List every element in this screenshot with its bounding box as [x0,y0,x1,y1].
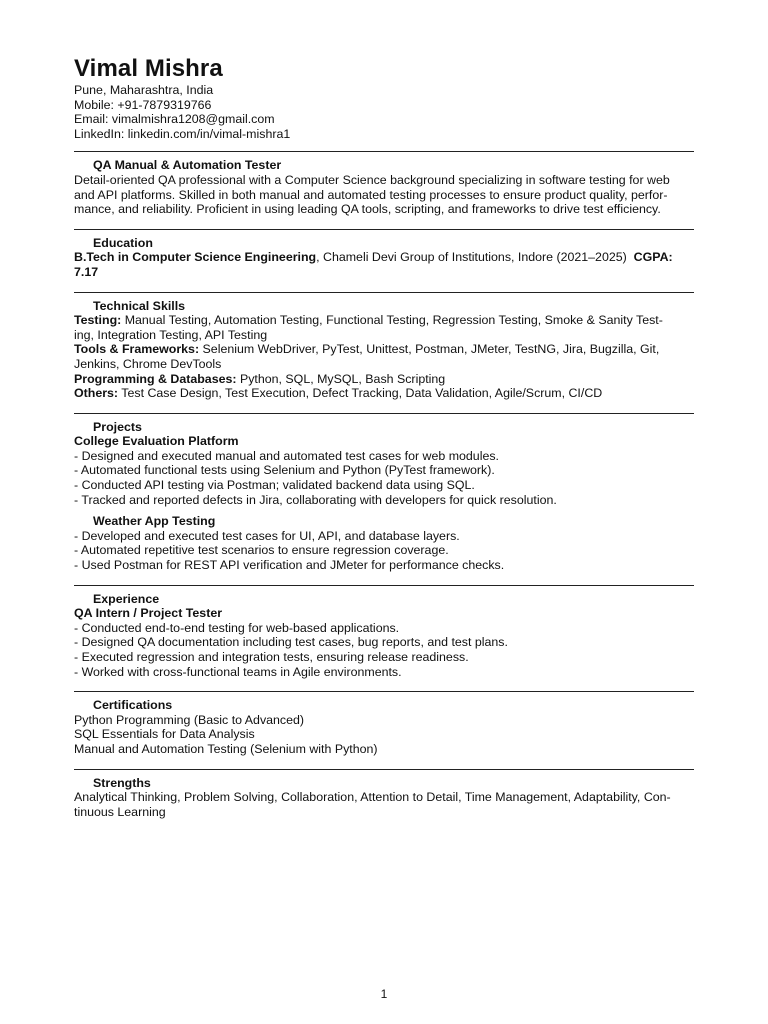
summary-line: and API platforms. Skilled in both manual and automated testing processes to ensure product quality, perfor- [74,187,668,202]
project-bullet: - Conducted API testing via Postman; validated backend data using SQL. [74,478,475,493]
summary-line: Detail-oriented QA professional with a Computer Science background specializing in software testing for web [74,172,670,187]
experience-heading: Experience [93,591,160,606]
page-number: 1 [380,987,388,1001]
strengths-line: tinuous Learning [74,804,166,819]
location-text: Pune, Maharashtra, India [74,83,214,97]
skills-others-line [74,386,694,401]
mobile-text: Mobile: +91-7879319766 [74,97,212,112]
tools-value: Selenium WebDriver, PyTest, Unittest, Postman, JMeter, TestNG, Jira, Bugzilla, Git, [199,342,660,357]
linkedin-text: LinkedIn: linkedin.com/in/vimal-mishra1 [74,126,291,141]
project-bullet: - Tracked and reported defects in Jira, collaborating with developers for quick resolution. [74,492,557,507]
experience-bullet: - Designed QA documentation including test cases, bug reports, and test plans. [74,635,508,650]
certifications-heading: Certifications [93,698,173,713]
skills-section [74,292,694,401]
testing-label: Testing: [74,313,122,328]
certifications-section [74,691,694,756]
tools-label: Tools & Frameworks: [74,342,200,357]
project-bullet: - Automated functional tests using Selenium and Python (PyTest framework). [74,463,495,478]
testing-value: Manual Testing, Automation Testing, Functional Testing, Regression Testing, Smoke & Sanity Test- [121,313,663,328]
skills-heading: Technical Skills [93,298,186,313]
certification-item: Manual and Automation Testing (Selenium with Python) [74,741,378,756]
project-bullet: - Used Postman for REST API verification and JMeter for performance checks. [74,558,505,573]
education-entry [74,250,694,279]
skills-testing-line [74,313,694,328]
experience-section [74,585,694,680]
certification-item: SQL Essentials for Data Analysis [74,727,255,742]
others-value: Test Case Design, Test Execution, Defect Tracking, Data Validation, Agile/Scrum, CI/CD [118,386,603,401]
education-heading: Education [93,235,153,250]
others-label: Others: [74,386,119,401]
project-title: Weather App Testing [93,514,216,529]
summary-section [74,151,694,216]
skills-testing-line-cont: ing, Integration Testing, API Testing [74,327,268,342]
email-text: Email: vimalmishra1208@gmail.com [74,112,275,127]
strengths-heading: Strengths [93,775,151,790]
experience-bullet: - Executed regression and integration tests, ensuring release readiness. [74,650,469,664]
experience-bullet: - Conducted end-to-end testing for web-based applications. [74,620,400,635]
skills-programming-line [74,372,694,387]
certification-item: Python Programming (Basic to Advanced) [74,712,305,727]
programming-value: Python, SQL, MySQL, Bash Scripting [236,371,446,386]
programming-label: Programming & Databases: [74,371,237,386]
degree-text: B.Tech in Computer Science Engineering [74,250,317,265]
project-bullet: - Developed and executed test cases for UI, API, and database layers. [74,528,460,543]
cgpa-label: CGPA: [633,250,673,265]
experience-bullet: - Worked with cross-functional teams in Agile environments. [74,664,402,679]
summary-heading: QA Manual & Automation Tester [93,158,282,173]
header [74,55,694,141]
project-title: College Evaluation Platform [74,434,239,449]
cgpa-value: 7.17 [74,264,99,279]
skills-tools-line [74,342,694,357]
project-bullet: - Designed and executed manual and automated test cases for web modules. [74,448,499,463]
education-section [74,229,694,280]
strengths-section [74,769,694,820]
resume-content [74,55,694,819]
projects-heading: Projects [93,419,142,434]
skills-tools-line-cont: Jenkins, Chrome DevTools [74,356,222,371]
strengths-line: Analytical Thinking, Problem Solving, Collaboration, Attention to Detail, Time Management, Adaptability, Con- [74,790,671,805]
projects-section [74,413,694,573]
candidate-name: Vimal Mishra [74,55,223,82]
institution-text: , Chameli Devi Group of Institutions, Indore (2021–2025) [316,250,627,265]
project-bullet: - Automated repetitive test scenarios to ensure regression coverage. [74,543,449,558]
experience-role: QA Intern / Project Tester [74,606,223,621]
summary-line: mance, and reliability. Proficient in using leading QA tools, scripting, and frameworks to drive test efficiency. [74,202,661,217]
